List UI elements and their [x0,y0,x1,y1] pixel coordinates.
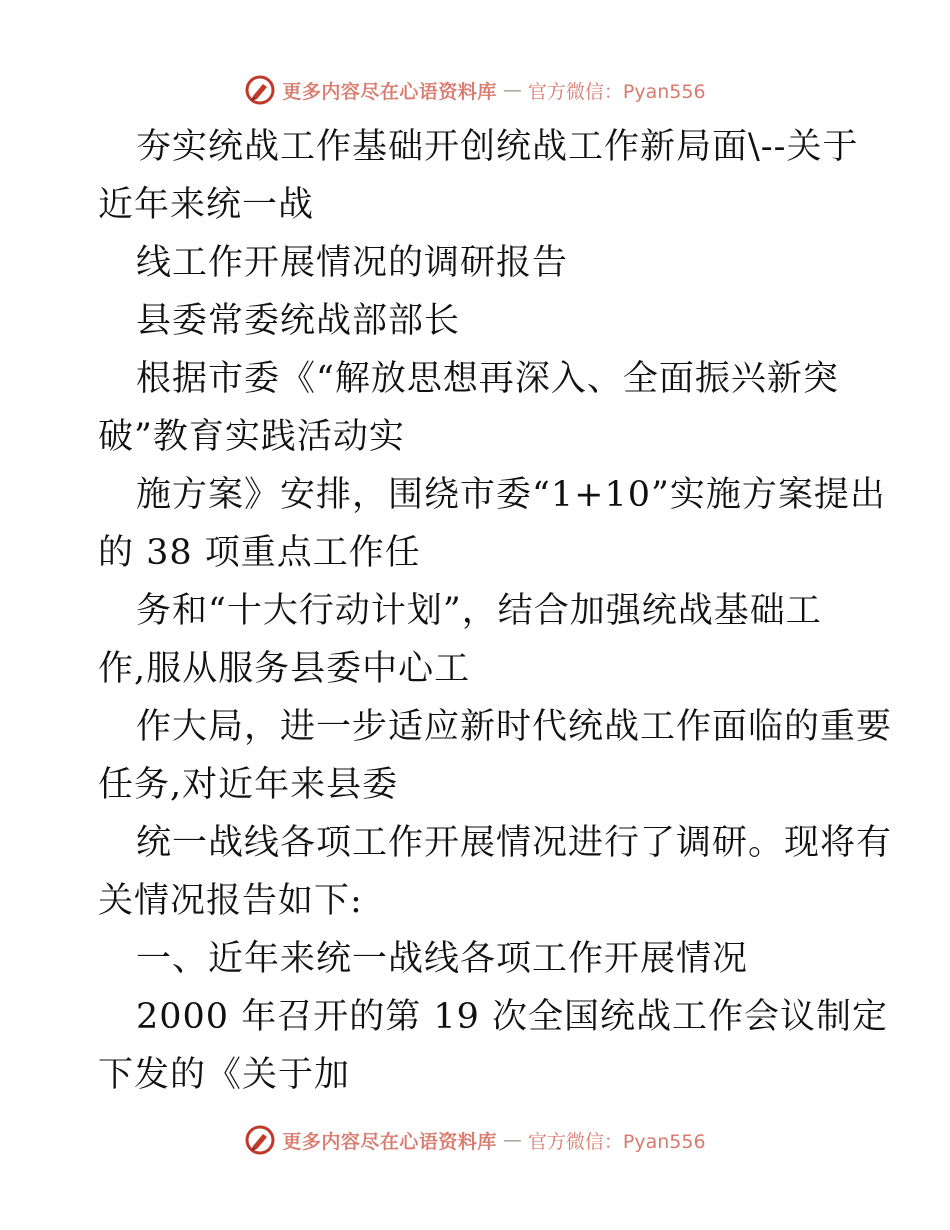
text-line: 关情况报告如下: [98,881,363,921]
text-line: 任务,对近年来县委 [98,765,399,805]
text-line: 近年来统一战 [98,185,315,225]
text-line: 县委常委统战部部长 [136,301,461,341]
text-line: 线工作开展情况的调研报告 [136,243,569,283]
text-line: 作,服从服务县委中心工 [98,649,471,689]
text-line: 作大局，进一步适应新时代统战工作面临的重要 [136,707,893,747]
footer-watermark [0,1120,950,1160]
text-line: 施方案》安排，围绕市委“1+10”实施方案提出 [136,475,886,515]
text-line: 破”教育实践活动实 [98,417,405,457]
text-line: 2000 年召开的第 19 次全国统战工作会议制定 [136,997,888,1037]
watermark-separator: — [502,79,522,101]
text-line: 务和“十大行动计划”，结合加强统战基础工 [136,591,822,631]
watermark-site-text: 更多内容尽在心语资料库 [282,1130,497,1153]
watermark-account-text: 官方微信：Pyan556 [527,80,706,103]
text-line: 下发的《关于加 [98,1055,351,1095]
watermark-separator: — [502,1129,522,1151]
watermark-account-text: 官方微信：Pyan556 [527,1130,706,1153]
text-line: 夯实统战工作基础开创统战工作新局面\--关于 [136,127,859,167]
document-body [98,118,893,1104]
text-line: 一、近年来统一战线各项工作开展情况 [136,939,749,979]
pen-logo-icon [244,1124,276,1156]
watermark-site-text: 更多内容尽在心语资料库 [282,80,497,103]
text-line: 的 38 项重点工作任 [98,533,421,573]
text-line: 统一战线各项工作开展情况进行了调研。现将有 [136,823,893,863]
header-watermark [0,70,950,110]
text-line: 根据市委《“解放思想再深入、全面振兴新突 [136,359,839,399]
pen-logo-icon [244,74,276,106]
